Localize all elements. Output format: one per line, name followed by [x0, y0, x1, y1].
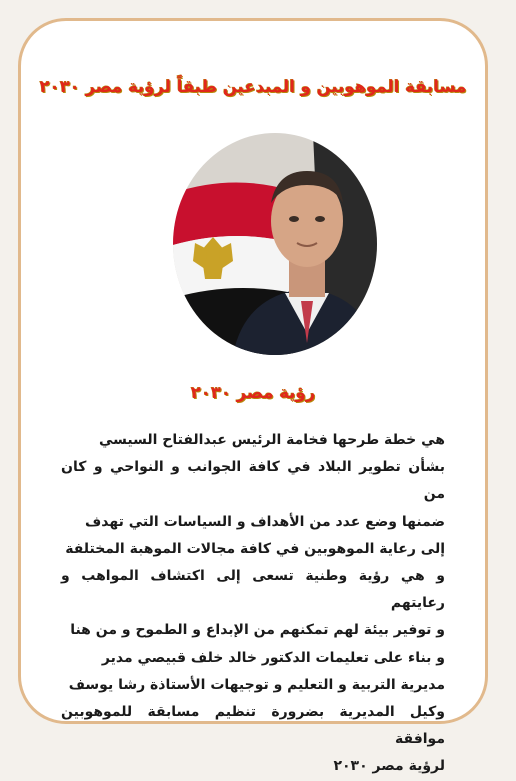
text-line: مديرية التربية و التعليم و توجيهات الأستاذة رشا يوسف — [68, 676, 445, 693]
text-line: إلى رعاية الموهوبين في كافة مجالات الموهبة المختلفة — [65, 540, 445, 557]
text-line: و بناء على تعليمات الدكتور خالد خلف قبيصي مدير — [101, 649, 445, 666]
portrait-photo — [173, 133, 377, 355]
flyer-card — [18, 18, 488, 775]
text-line: ضمنها وضع عدد من الأهداف و السياسات التي تهدف — [85, 513, 445, 530]
text-line: وكيل المديرية بضرورة تنظيم مسابقة للموهوبين موافقة — [61, 704, 445, 748]
text-line: و توفير بيئة لهم تمكنهم من الإبداع و الطموح و من هنا — [70, 622, 445, 639]
portrait-icon — [173, 133, 377, 355]
page-title: مسابقة الموهوبين و المبدعين طبقاً لرؤية مصر ٢٠٣٠ — [39, 77, 467, 96]
text-line: هي خطة طرحها فخامة الرئيس عبدالفتاح السيسي — [98, 432, 445, 448]
description-paragraph — [61, 427, 445, 781]
text-line: لرؤية مصر ٢٠٣٠ — [333, 758, 445, 775]
text-line: و هي رؤية وطنية تسعى إلى اكتشاف المواهب و رعايتهم — [61, 568, 445, 612]
section-heading: رؤية مصر ٢٠٣٠ — [190, 383, 316, 402]
text-line: بشأن تطوير البلاد في كافة الجوانب و النواحي و كان من — [61, 459, 445, 503]
